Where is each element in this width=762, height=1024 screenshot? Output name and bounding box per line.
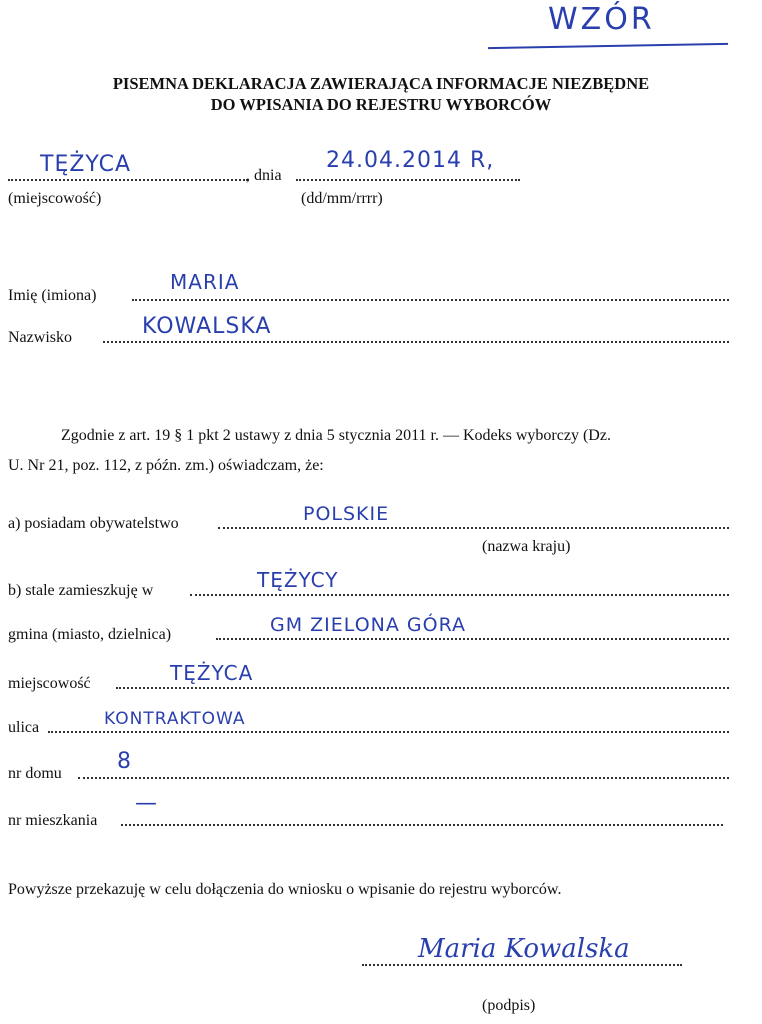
resides-dotted-line [190, 594, 729, 596]
citizenship-caption: (nazwa kraju) [482, 538, 571, 555]
house-number-value: 8 [117, 749, 132, 774]
street-value: KONTRAKTOWA [104, 709, 246, 729]
document-title-line1: PISEMNA DEKLARACJA ZAWIERAJĄCA INFORMACJE NIEZBĘDNE [112, 74, 650, 93]
date-caption: (dd/mm/rrrr) [301, 190, 383, 207]
street-dotted-line [48, 731, 729, 733]
signature-caption: (podpis) [482, 997, 536, 1014]
resides-value: TĘŻYCY [257, 568, 339, 592]
place-value: TĘŻYCA [40, 152, 132, 177]
document-title-line2: DO WPISANIA DO REJESTRU WYBORCÓW [210, 95, 552, 114]
statement-line2: U. Nr 21, poz. 112, z późn. zm.) oświadczam, że: [8, 457, 324, 474]
citizenship-label: a) posiadam obywatelstwo [8, 515, 179, 532]
date-value: 24.04.2014 R, [326, 148, 495, 173]
town-dotted-line [116, 687, 729, 689]
stamp-underline [488, 43, 728, 49]
surname-value: KOWALSKA [142, 314, 272, 339]
gmina-label: gmina (miasto, dzielnica) [8, 626, 172, 643]
date-dotted-line [296, 179, 520, 181]
town-value: TĘŻYCA [170, 661, 254, 685]
surname-label: Nazwisko [8, 329, 72, 346]
flat-number-label: nr mieszkania [8, 812, 98, 829]
first-name-label: Imię (imiona) [8, 287, 97, 304]
flat-number-dotted-line [121, 824, 723, 826]
place-caption: (miejscowość) [8, 190, 102, 207]
resides-label: b) stale zamieszkuję w [8, 582, 154, 599]
house-number-dotted-line [78, 777, 729, 779]
statement-line1: Zgodnie z art. 19 § 1 pkt 2 ustawy z dnia 5 stycznia 2011 r. — Kodeks wyborczy (Dz. [61, 427, 611, 444]
signature-dotted-line [362, 964, 682, 966]
flat-number-value: — [135, 791, 158, 816]
dnia-label: , dnia [246, 167, 282, 184]
town-label: miejscowość [8, 675, 91, 692]
gmina-dotted-line [216, 638, 729, 640]
citizenship-dotted-line [218, 527, 729, 529]
gmina-value: GM ZIELONA GÓRA [270, 614, 467, 636]
surname-dotted-line [103, 341, 729, 343]
first-name-value: MARIA [170, 270, 240, 294]
stamp-text: WZÓR [548, 2, 655, 37]
house-number-label: nr domu [8, 765, 62, 782]
first-name-dotted-line [132, 299, 729, 301]
signature-value: Maria Kowalska [418, 934, 630, 964]
place-dotted-line [8, 179, 248, 181]
closing-statement: Powyższe przekazuję w celu dołączenia do wniosku o wpisanie do rejestru wyborców. [8, 881, 562, 898]
street-label: ulica [8, 719, 40, 736]
citizenship-value: POLSKIE [303, 503, 390, 525]
